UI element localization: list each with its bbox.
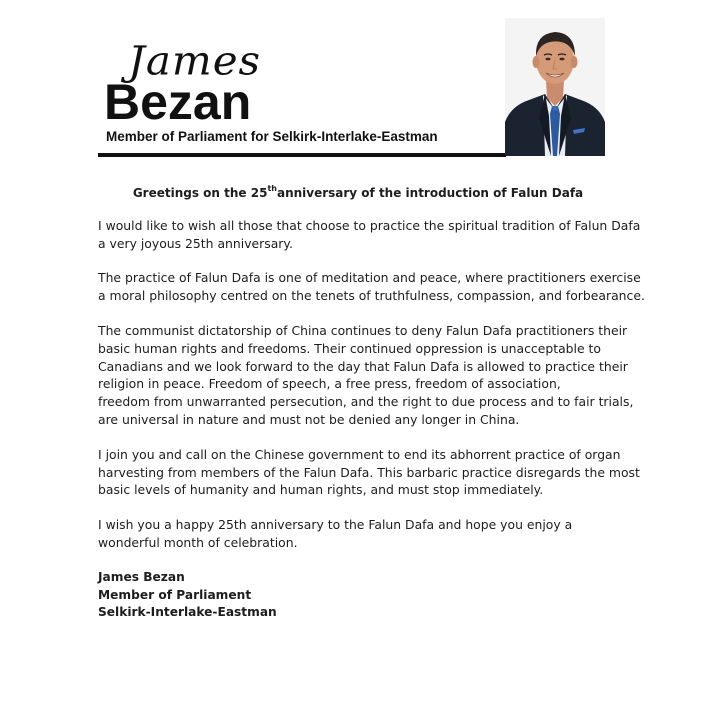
- paragraph-line: a moral philosophy centred on the tenets of truthfulness, compassion, and forbearance.: [98, 288, 645, 304]
- paragraph-line: basic human rights and freedoms. Their continued oppression is unacceptable to: [98, 340, 601, 356]
- paragraph-line: a very joyous 25th anniversary.: [98, 235, 293, 251]
- signature-name: James Bezan: [98, 569, 185, 584]
- paragraph-line: wonderful month of celebration.: [98, 534, 298, 550]
- paragraph-line: are universal in nature and must not be denied any longer in China.: [98, 411, 520, 427]
- paragraph-practice: [98, 269, 645, 305]
- paragraph-anniversary-wish: [98, 217, 641, 253]
- paragraph-line: I join you and call on the Chinese government to end its abhorrent practice of organ: [98, 446, 621, 462]
- heading-text-end: anniversary of the introduction of Falun Dafa: [276, 186, 584, 200]
- portrait-photo: [505, 18, 605, 156]
- signature-title: Member of Parliament: [98, 587, 252, 602]
- paragraph-line: The practice of Falun Dafa is one of meditation and peace, where practitioners exercise: [98, 270, 641, 286]
- letterhead-last-name: Bezan: [104, 74, 252, 130]
- paragraph-line: Canadians and we look forward to the day that Falun Dafa is allowed to practice their: [98, 358, 628, 374]
- paragraph-organ-harvesting: [98, 446, 640, 499]
- paragraph-closing-wish: [98, 516, 618, 552]
- letterhead-position: Member of Parliament for Selkirk-Interlake-Eastman: [106, 129, 438, 144]
- paragraph-line: harvesting from members of the Falun Dafa. This barbaric practice disregards the most: [98, 464, 640, 480]
- signature-riding: Selkirk-Interlake-Eastman: [98, 605, 277, 620]
- letter-heading: [98, 185, 618, 203]
- signature-block: [98, 569, 618, 622]
- paragraph-line: I would like to wish all those that choose to practice the spiritual tradition of Falun Dafa: [98, 217, 641, 233]
- letterhead-divider: [98, 153, 506, 157]
- letterhead: [98, 18, 606, 158]
- paragraph-line: religion in peace. Freedom of speech, a free press, freedom of association,: [98, 376, 561, 392]
- heading-superscript: th: [267, 184, 277, 193]
- letter-body: [98, 184, 645, 622]
- paragraph-line: basic levels of humanity and human rights, and must stop immediately.: [98, 482, 544, 498]
- paragraph-line: The communist dictatorship of China continues to deny Falun Dafa practitioners their: [98, 322, 628, 338]
- heading-text-start: Greetings on the 25: [132, 186, 268, 200]
- paragraph-line: I wish you a happy 25th anniversary to the Falun Dafa and hope you enjoy a: [98, 517, 573, 533]
- paragraph-human-rights: [98, 322, 634, 429]
- paragraph-line: freedom from unwarranted persecution, and the right to due process and to fair trials,: [98, 394, 634, 410]
- letterhead-first-name: James: [128, 37, 262, 84]
